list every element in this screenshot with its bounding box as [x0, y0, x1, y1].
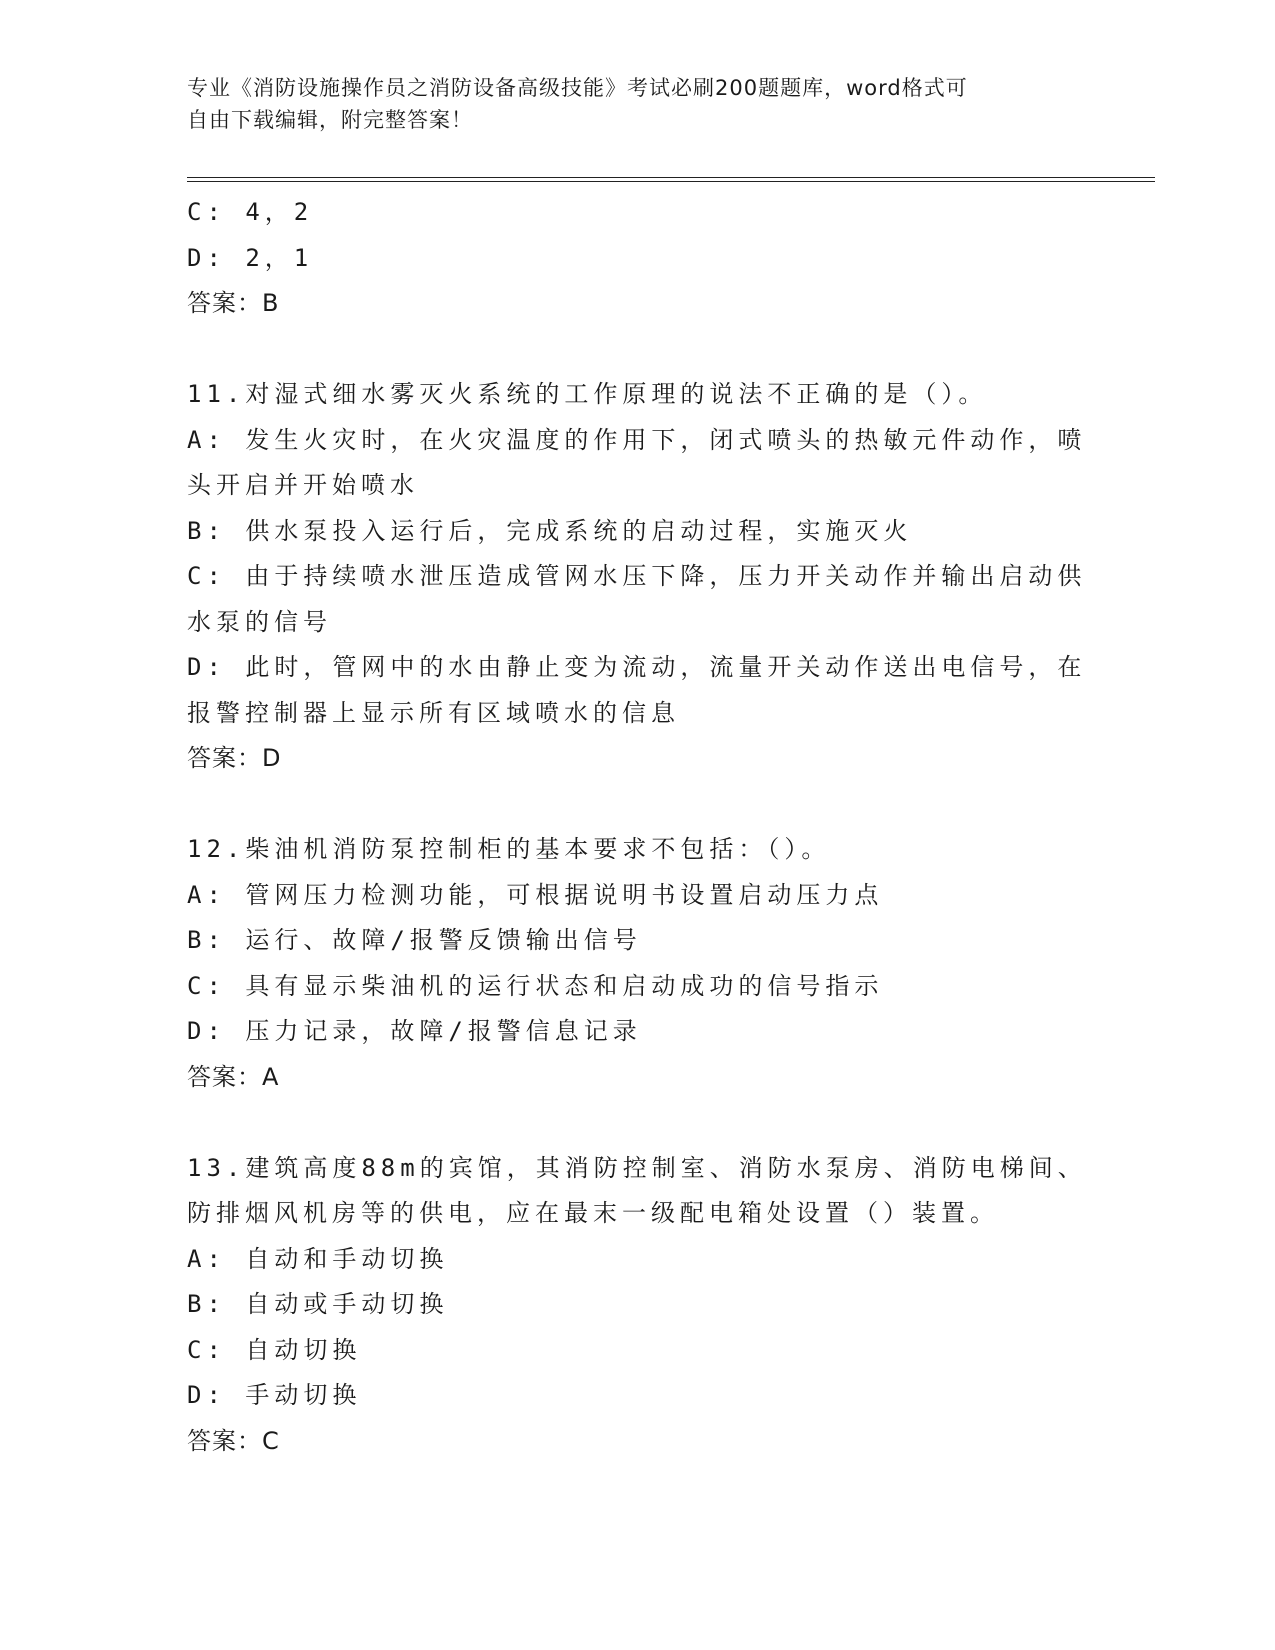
- answer-line: 答案：D: [187, 744, 282, 772]
- question-stem-continued: 防排烟风机房等的供电，应在最末一级配电箱处设置（）装置。: [187, 1199, 999, 1227]
- question-13: [187, 1146, 1087, 1465]
- option-a: A: 发生火灾时，在火灾温度的作用下，闭式喷头的热敏元件动作，喷: [187, 425, 1087, 454]
- spacer: [187, 1100, 1087, 1146]
- option-b: B: 自动或手动切换: [187, 1290, 449, 1318]
- question-11: [187, 372, 1087, 782]
- option-c: C: 4，2: [187, 198, 314, 226]
- answer-line: 答案：C: [187, 1426, 280, 1455]
- option-b: B: 运行、故障/报警反馈输出信号: [187, 926, 642, 954]
- option-a: A: 管网压力检测功能，可根据说明书设置启动压力点: [187, 880, 884, 909]
- question-stem: 13.建筑高度88m的宾馆，其消防控制室、消防水泵房、消防电梯间、: [187, 1153, 1087, 1182]
- spacer: [187, 782, 1087, 828]
- spacer: [187, 327, 1087, 373]
- question-stem: 12.柴油机消防泵控制柜的基本要求不包括：（）。: [187, 835, 831, 863]
- question-content: [187, 190, 1087, 1464]
- answer-line: 答案：B: [187, 289, 280, 317]
- option-b: B: 供水泵投入运行后，完成系统的启动过程，实施灭火: [187, 516, 913, 545]
- answer-line: 答案：A: [187, 1062, 280, 1091]
- previous-question-tail: [187, 190, 1087, 327]
- page-header: [187, 72, 1067, 136]
- question-12: [187, 827, 1087, 1100]
- option-c: C: 具有显示柴油机的运行状态和启动成功的信号指示: [187, 971, 884, 1000]
- header-divider-bottom: [187, 181, 1155, 182]
- option-d: D: 手动切换: [187, 1381, 362, 1409]
- option-a: A: 自动和手动切换: [187, 1244, 449, 1273]
- question-stem: 11.对湿式细水雾灭火系统的工作原理的说法不正确的是（）。: [187, 380, 988, 408]
- option-a-continued: 头开启并开始喷水: [187, 471, 419, 499]
- header-divider-top: [187, 177, 1155, 178]
- option-c-continued: 水泵的信号: [187, 607, 332, 636]
- option-d: D: 2，1: [187, 243, 314, 272]
- header-title-line-2: 自由下载编辑，附完整答案！: [187, 108, 473, 132]
- header-title-line-1: 专业《消防设施操作员之消防设备高级技能》考试必刷200题题库，word格式可: [187, 76, 968, 100]
- option-d: D: 此时，管网中的水由静止变为流动，流量开关动作送出电信号，在: [187, 653, 1087, 681]
- option-d: D: 压力记录，故障/报警信息记录: [187, 1017, 642, 1045]
- option-d-continued: 报警控制器上显示所有区域喷水的信息: [187, 698, 680, 727]
- option-c: C: 由于持续喷水泄压造成管网水压下降，压力开关动作并输出启动供: [187, 562, 1087, 590]
- option-c: C: 自动切换: [187, 1335, 362, 1364]
